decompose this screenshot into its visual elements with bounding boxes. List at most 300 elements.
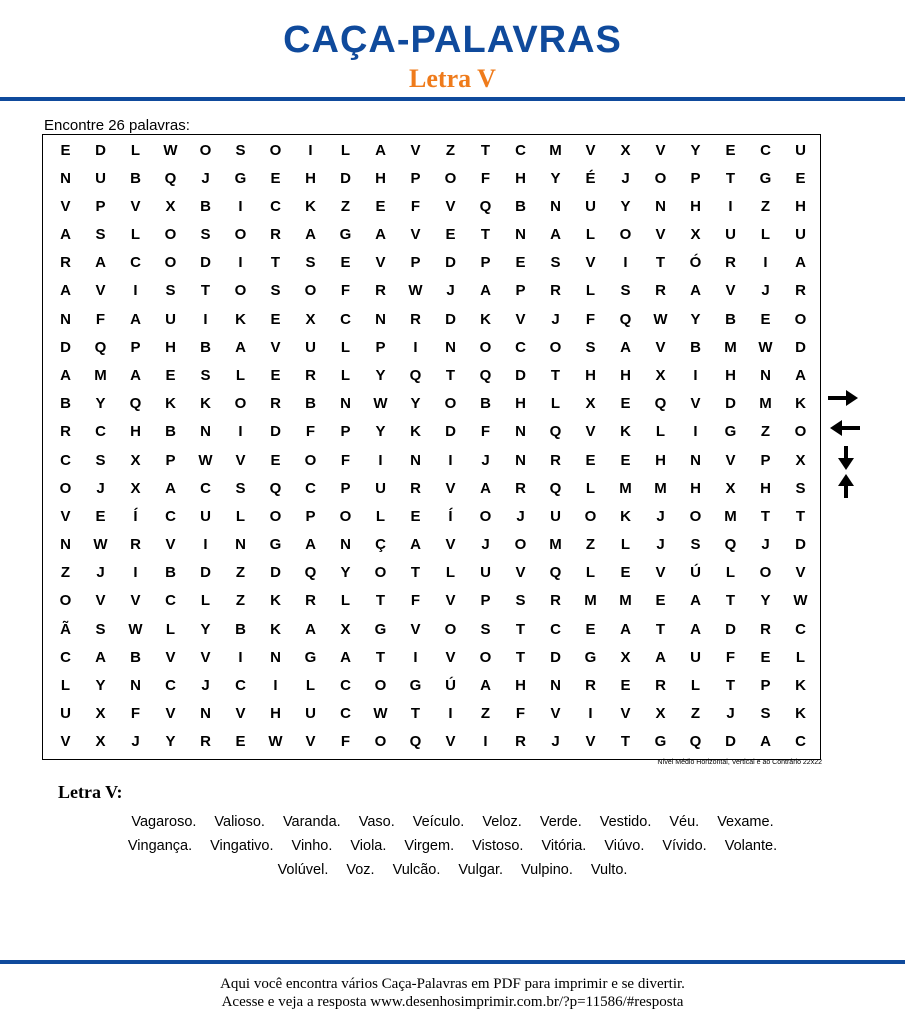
grid-cell: I bbox=[483, 733, 488, 751]
grid-cell: H bbox=[130, 423, 141, 441]
word-row bbox=[40, 810, 865, 834]
grid-cell: P bbox=[305, 507, 316, 525]
grid-cell: M bbox=[549, 141, 562, 159]
grid-cell: Q bbox=[619, 310, 632, 328]
grid-cell: L bbox=[340, 592, 351, 610]
grid-cell: J bbox=[656, 507, 665, 525]
grid-cell: D bbox=[270, 423, 281, 441]
grid-cell: I bbox=[308, 141, 313, 159]
grid-cell: V bbox=[235, 705, 246, 723]
grid-cell: R bbox=[655, 282, 666, 300]
grid-cell: B bbox=[515, 197, 526, 215]
grid-cell: V bbox=[130, 197, 141, 215]
grid-cell: E bbox=[410, 507, 421, 525]
grid-cell: O bbox=[759, 564, 772, 582]
grid-cell: V bbox=[445, 733, 456, 751]
grid-cell: P bbox=[760, 677, 771, 695]
grid-cell: M bbox=[724, 507, 737, 525]
grid-cell: H bbox=[690, 479, 701, 497]
grid-cell: D bbox=[445, 423, 456, 441]
word-list bbox=[40, 810, 865, 882]
grid-cell: H bbox=[165, 338, 176, 356]
word-row bbox=[40, 858, 865, 882]
grid-cell: V bbox=[725, 282, 736, 300]
grid-cell: I bbox=[133, 564, 138, 582]
grid-cell: P bbox=[130, 338, 141, 356]
grid-cell: A bbox=[655, 648, 666, 666]
grid-cell: P bbox=[375, 338, 386, 356]
word-item: Vívido. bbox=[662, 838, 707, 854]
grid-cell: O bbox=[794, 310, 807, 328]
grid-cell: X bbox=[655, 705, 666, 723]
grid-cell: T bbox=[725, 677, 736, 695]
grid-cell: A bbox=[130, 310, 141, 328]
grid-cell: R bbox=[515, 733, 526, 751]
grid-cell: D bbox=[725, 620, 736, 638]
grid-cell: Q bbox=[479, 367, 492, 385]
grid-cell: K bbox=[270, 592, 281, 610]
grid-cell: W bbox=[163, 141, 178, 159]
footer bbox=[0, 975, 905, 1011]
grid-cell: S bbox=[795, 479, 806, 497]
grid-cell: Y bbox=[200, 620, 211, 638]
grid-cell: E bbox=[620, 677, 631, 695]
grid-cell: F bbox=[480, 169, 491, 187]
grid-cell: F bbox=[410, 197, 421, 215]
grid-cell: J bbox=[761, 282, 770, 300]
grid-cell: E bbox=[60, 141, 71, 159]
grid-cell: Y bbox=[760, 592, 771, 610]
grid-cell: D bbox=[795, 338, 806, 356]
grid-cell: C bbox=[550, 620, 561, 638]
grid-cell: P bbox=[410, 254, 421, 272]
grid-cell: V bbox=[620, 705, 631, 723]
grid-cell: C bbox=[515, 141, 526, 159]
grid-cell: O bbox=[654, 169, 667, 187]
grid-cell: L bbox=[585, 564, 596, 582]
arrow-left-icon bbox=[830, 420, 860, 436]
grid-cell: J bbox=[201, 677, 210, 695]
grid-cell: V bbox=[445, 536, 456, 554]
grid-cell: V bbox=[445, 592, 456, 610]
grid-cell: R bbox=[305, 367, 316, 385]
grid-cell: O bbox=[269, 141, 282, 159]
grid-cell: V bbox=[165, 648, 176, 666]
grid-cell: O bbox=[374, 677, 387, 695]
grid-cell: Í bbox=[133, 507, 138, 525]
grid-cell: V bbox=[410, 620, 421, 638]
grid-cell: C bbox=[60, 648, 71, 666]
grid-cell: T bbox=[760, 507, 771, 525]
grid-cell: A bbox=[690, 592, 701, 610]
grid-cell: V bbox=[655, 141, 666, 159]
grid-cell: Q bbox=[304, 564, 317, 582]
grid-cell: E bbox=[620, 564, 631, 582]
grid-cell: V bbox=[60, 507, 71, 525]
grid-cell: B bbox=[165, 564, 176, 582]
grid-cell: E bbox=[795, 169, 806, 187]
grid-cell: I bbox=[378, 451, 383, 469]
grid-cell: I bbox=[623, 254, 628, 272]
grid-cell: C bbox=[235, 677, 246, 695]
grid-cell: A bbox=[130, 367, 141, 385]
grid-cell: F bbox=[130, 705, 141, 723]
grid-cell: R bbox=[550, 282, 561, 300]
word-item: Valioso. bbox=[214, 814, 265, 830]
word-item: Vulto. bbox=[590, 862, 628, 878]
grid-cell: M bbox=[759, 395, 772, 413]
grid-cell: X bbox=[795, 451, 806, 469]
grid-cell: É bbox=[585, 169, 596, 187]
grid-cell: N bbox=[515, 451, 526, 469]
grid-cell: A bbox=[620, 338, 631, 356]
grid-cell: L bbox=[305, 677, 316, 695]
grid-cell: X bbox=[655, 367, 666, 385]
grid-cell: F bbox=[340, 282, 351, 300]
grid-cell: P bbox=[690, 169, 701, 187]
grid-cell: H bbox=[655, 451, 666, 469]
grid-cell: S bbox=[165, 282, 176, 300]
grid-cell: O bbox=[164, 226, 177, 244]
grid-cell: B bbox=[690, 338, 701, 356]
grid-cell: O bbox=[619, 226, 632, 244]
grid-cell: J bbox=[761, 536, 770, 554]
grid-cell: N bbox=[60, 169, 71, 187]
grid-cell: I bbox=[238, 254, 243, 272]
grid-cell: R bbox=[410, 310, 421, 328]
grid-cell: Q bbox=[549, 423, 562, 441]
grid-cell: K bbox=[200, 395, 211, 413]
grid-cell: L bbox=[340, 338, 351, 356]
word-item: Vagaroso. bbox=[131, 814, 197, 830]
grid-cell: D bbox=[200, 254, 211, 272]
grid-cell: X bbox=[130, 479, 141, 497]
grid-cell: Z bbox=[480, 705, 491, 723]
grid-cell: R bbox=[655, 677, 666, 695]
grid-cell: F bbox=[480, 423, 491, 441]
grid-cell: R bbox=[200, 733, 211, 751]
grid-cell: F bbox=[305, 423, 316, 441]
grid-cell: S bbox=[95, 620, 106, 638]
page-title: CAÇA-PALAVRAS bbox=[283, 19, 622, 61]
grid-cell: N bbox=[200, 705, 211, 723]
grid-cell: H bbox=[760, 479, 771, 497]
grid-cell: L bbox=[130, 226, 141, 244]
grid-cell: W bbox=[373, 395, 388, 413]
grid-cell: S bbox=[515, 592, 526, 610]
grid-cell: N bbox=[515, 423, 526, 441]
grid-cell: B bbox=[305, 395, 316, 413]
grid-cell: A bbox=[235, 338, 246, 356]
grid-cell: Q bbox=[94, 338, 107, 356]
grid-cell: K bbox=[165, 395, 176, 413]
grid-cell: O bbox=[269, 507, 282, 525]
grid-cell: I bbox=[693, 367, 698, 385]
grid-cell: G bbox=[759, 169, 772, 187]
grid-cell: R bbox=[795, 282, 806, 300]
grid-cell: Z bbox=[585, 536, 596, 554]
grid-cell: T bbox=[655, 254, 666, 272]
grid-cell: T bbox=[375, 648, 386, 666]
grid-cell: K bbox=[620, 423, 631, 441]
puzzle-instruction: Encontre 26 palavras: bbox=[44, 117, 190, 134]
grid-cell: J bbox=[131, 733, 140, 751]
grid-cell: T bbox=[515, 620, 526, 638]
grid-cell: B bbox=[480, 395, 491, 413]
grid-cell: E bbox=[515, 254, 526, 272]
grid-cell: F bbox=[725, 648, 736, 666]
grid-cell: V bbox=[165, 536, 176, 554]
word-item: Vulcão. bbox=[392, 862, 441, 878]
grid-cell: A bbox=[795, 254, 806, 272]
grid-cell: C bbox=[515, 338, 526, 356]
grid-cell: Q bbox=[549, 564, 562, 582]
grid-cell: Ç bbox=[375, 536, 386, 554]
grid-cell: J bbox=[516, 507, 525, 525]
grid-cell: T bbox=[725, 169, 736, 187]
grid-cell: R bbox=[60, 423, 71, 441]
grid-cell: S bbox=[200, 367, 211, 385]
grid-cell: E bbox=[760, 648, 771, 666]
grid-cell: V bbox=[60, 197, 71, 215]
grid-cell: B bbox=[60, 395, 71, 413]
grid-cell: M bbox=[94, 367, 107, 385]
grid-cell: D bbox=[445, 254, 456, 272]
grid-cell: R bbox=[550, 451, 561, 469]
grid-cell: N bbox=[550, 677, 561, 695]
grid-cell: X bbox=[305, 310, 316, 328]
grid-cell: K bbox=[480, 310, 491, 328]
grid-cell: Y bbox=[375, 423, 386, 441]
grid-cell: C bbox=[305, 479, 316, 497]
grid-cell: R bbox=[270, 226, 281, 244]
grid-cell: V bbox=[270, 338, 281, 356]
grid-cell: E bbox=[270, 451, 281, 469]
grid-cell: G bbox=[654, 733, 667, 751]
grid-cell: Ú bbox=[445, 677, 456, 695]
grid-cell: H bbox=[795, 197, 806, 215]
grid-cell: Y bbox=[410, 395, 421, 413]
grid-cell: Q bbox=[689, 733, 702, 751]
grid-cell: X bbox=[585, 395, 596, 413]
grid-cell: C bbox=[795, 620, 806, 638]
grid-cell: U bbox=[200, 507, 211, 525]
grid-cell: E bbox=[340, 254, 351, 272]
grid-cell: J bbox=[201, 169, 210, 187]
grid-cell: D bbox=[270, 564, 281, 582]
grid-cell: H bbox=[515, 677, 526, 695]
grid-cell: P bbox=[340, 423, 351, 441]
grid-cell: U bbox=[305, 705, 316, 723]
grid-cell: N bbox=[340, 395, 351, 413]
grid-cell: H bbox=[515, 395, 526, 413]
grid-cell: N bbox=[340, 536, 351, 554]
grid-cell: N bbox=[375, 310, 386, 328]
grid-cell: A bbox=[795, 367, 806, 385]
grid-cell: V bbox=[515, 564, 526, 582]
grid-cell: V bbox=[95, 282, 106, 300]
grid-cell: I bbox=[133, 282, 138, 300]
grid-cell: E bbox=[270, 310, 281, 328]
grid-cell: P bbox=[95, 197, 106, 215]
grid-cell: K bbox=[305, 197, 316, 215]
grid-cell: O bbox=[479, 338, 492, 356]
grid-cell: X bbox=[620, 141, 631, 159]
grid-cell: S bbox=[585, 338, 596, 356]
grid-cell: A bbox=[690, 282, 701, 300]
grid-cell: A bbox=[550, 226, 561, 244]
grid-cell: J bbox=[481, 451, 490, 469]
grid-cell: E bbox=[375, 197, 386, 215]
grid-cell: I bbox=[238, 648, 243, 666]
grid-cell: C bbox=[130, 254, 141, 272]
grid-cell: B bbox=[130, 648, 141, 666]
word-item: Voz. bbox=[346, 862, 375, 878]
grid-cell: L bbox=[130, 141, 141, 159]
grid-cell: W bbox=[198, 451, 213, 469]
arrow-right-icon bbox=[828, 390, 858, 406]
grid-cell: H bbox=[620, 367, 631, 385]
grid-cell: V bbox=[445, 479, 456, 497]
grid-cell: L bbox=[550, 395, 561, 413]
grid-cell: M bbox=[654, 479, 667, 497]
grid-cell: B bbox=[725, 310, 736, 328]
grid-cell: P bbox=[515, 282, 526, 300]
grid-cell: Y bbox=[690, 141, 701, 159]
grid-cell: N bbox=[235, 536, 246, 554]
grid-cell: W bbox=[268, 733, 283, 751]
word-item: Viúvo. bbox=[604, 838, 645, 854]
grid-cell: S bbox=[305, 254, 316, 272]
word-item: Vinho. bbox=[291, 838, 333, 854]
grid-cell: V bbox=[585, 254, 596, 272]
grid-cell: A bbox=[165, 479, 176, 497]
grid-cell: A bbox=[60, 367, 71, 385]
grid-cell: N bbox=[550, 197, 561, 215]
grid-cell: K bbox=[620, 507, 631, 525]
grid-cell: R bbox=[270, 395, 281, 413]
grid-cell: I bbox=[238, 197, 243, 215]
grid-cell: F bbox=[340, 733, 351, 751]
grid-cell: P bbox=[165, 451, 176, 469]
grid-cell: X bbox=[130, 451, 141, 469]
direction-legend bbox=[826, 388, 862, 500]
grid-cell: A bbox=[305, 536, 316, 554]
grid-cell: C bbox=[795, 733, 806, 751]
grid-cell: T bbox=[795, 507, 806, 525]
level-note: Nível Médio Horizontal, Vertical e ao Contrário 22x22 bbox=[657, 759, 822, 766]
arrow-up-icon bbox=[838, 474, 854, 498]
grid-cell: E bbox=[235, 733, 246, 751]
grid-cell: L bbox=[60, 677, 71, 695]
word-row bbox=[40, 834, 865, 858]
grid-cell: O bbox=[689, 507, 702, 525]
grid-cell: O bbox=[199, 141, 212, 159]
grid-cell: Z bbox=[235, 592, 246, 610]
grid-cell: T bbox=[410, 705, 421, 723]
grid-cell: A bbox=[375, 226, 386, 244]
grid-cell: D bbox=[515, 367, 526, 385]
grid-cell: L bbox=[585, 282, 596, 300]
grid-cell: K bbox=[795, 705, 806, 723]
grid-cell: W bbox=[408, 282, 423, 300]
grid-cell: S bbox=[235, 141, 246, 159]
grid-cell: P bbox=[480, 254, 491, 272]
grid-cell: V bbox=[690, 395, 701, 413]
grid-cell: O bbox=[479, 648, 492, 666]
grid-cell: T bbox=[480, 141, 491, 159]
grid-cell: I bbox=[238, 423, 243, 441]
grid-cell: R bbox=[585, 677, 596, 695]
grid-cell: Y bbox=[95, 395, 106, 413]
grid-cell: J bbox=[481, 536, 490, 554]
grid-cell: V bbox=[445, 648, 456, 666]
grid-cell: O bbox=[374, 733, 387, 751]
top-divider bbox=[0, 97, 905, 101]
grid-cell: R bbox=[760, 620, 771, 638]
grid-cell: H bbox=[375, 169, 386, 187]
grid-cell: S bbox=[690, 536, 701, 554]
grid-cell: U bbox=[795, 226, 806, 244]
grid-cell: V bbox=[165, 705, 176, 723]
grid-cell: R bbox=[305, 592, 316, 610]
grid-cell: E bbox=[585, 451, 596, 469]
grid-cell: I bbox=[203, 310, 208, 328]
grid-cell: J bbox=[621, 169, 630, 187]
word-item: Veloz. bbox=[482, 814, 522, 830]
grid-cell: L bbox=[445, 564, 456, 582]
grid-cell: O bbox=[234, 282, 247, 300]
grid-cell: U bbox=[725, 226, 736, 244]
grid-cell: E bbox=[165, 367, 176, 385]
grid-cell: S bbox=[620, 282, 631, 300]
grid-cell: L bbox=[165, 620, 176, 638]
grid-cell: U bbox=[305, 338, 316, 356]
grid-cell: X bbox=[95, 733, 106, 751]
grid-cell: S bbox=[200, 226, 211, 244]
grid-cell: I bbox=[448, 705, 453, 723]
grid-cell: A bbox=[410, 536, 421, 554]
grid-cell: T bbox=[200, 282, 211, 300]
grid-cell: N bbox=[60, 536, 71, 554]
grid-cell: P bbox=[760, 451, 771, 469]
grid-cell: V bbox=[95, 592, 106, 610]
grid-cell: I bbox=[693, 423, 698, 441]
grid-cell: K bbox=[795, 677, 806, 695]
grid-cell: F bbox=[95, 310, 106, 328]
grid-cell: L bbox=[200, 592, 211, 610]
grid-cell: Ó bbox=[689, 254, 702, 272]
grid-cell: O bbox=[234, 395, 247, 413]
grid-cell: G bbox=[584, 648, 597, 666]
grid-cell: S bbox=[95, 451, 106, 469]
grid-cell: V bbox=[585, 141, 596, 159]
grid-cell: T bbox=[655, 620, 666, 638]
grid-cell: N bbox=[690, 451, 701, 469]
grid-cell: Q bbox=[654, 395, 667, 413]
word-item: Vulpino. bbox=[521, 862, 573, 878]
grid-cell: H bbox=[305, 169, 316, 187]
grid-cell: Z bbox=[445, 141, 456, 159]
grid-cell: O bbox=[549, 338, 562, 356]
grid-cell: T bbox=[515, 648, 526, 666]
grid-cell: Y bbox=[375, 367, 386, 385]
grid-cell: O bbox=[479, 507, 492, 525]
grid-cell: X bbox=[165, 197, 176, 215]
grid-cell: C bbox=[340, 310, 351, 328]
grid-cell: O bbox=[304, 282, 317, 300]
grid-cell: N bbox=[200, 423, 211, 441]
